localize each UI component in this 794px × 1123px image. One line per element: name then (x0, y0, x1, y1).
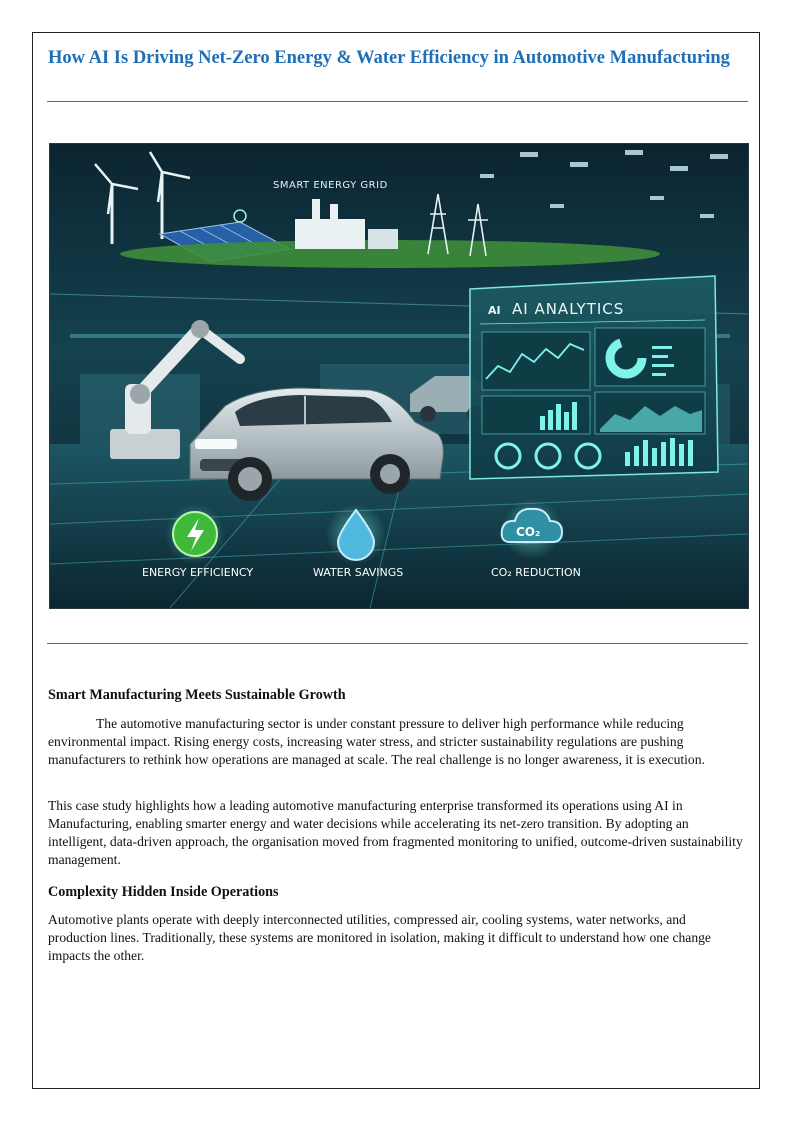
body-paragraph: This case study highlights how a leading automotive manufacturing enterprise transformed its operations using AI in Manufacturing, enabling smarter energy and water decisions while accelerating its net-zero transition. By adopting an intelligent, data-driven approach, the organisation moved from fragmented monitoring to unified, outcome-driven sustainability management. (48, 798, 743, 867)
grid-label: SMART ENERGY GRID (273, 180, 388, 191)
hero-illustration (49, 143, 749, 609)
body-paragraph: Automotive plants operate with deeply interconnected utilities, compressed air, cooling systems, water networks, and production lines. Traditionally, these systems are monitored in isolation, making it difficult to understand how one change impacts the other. (48, 912, 711, 963)
dashboard-logo: AI (488, 304, 501, 317)
section-heading: Complexity Hidden Inside Operations (48, 884, 279, 900)
energy-efficiency-label: ENERGY EFFICIENCY (142, 566, 254, 579)
dashboard-title: AI ANALYTICS (512, 300, 625, 318)
body-paragraph: The automotive manufacturing sector is under constant pressure to deliver high performance while reducing environmental impact. Rising energy costs, increasing water stress, and stricter sustainability regulations are pushing manufacturers to rethink how operations are managed at scale. The real challenge is no longer awareness, it is execution. (48, 716, 705, 767)
co2-icon-text: CO₂ (516, 525, 541, 539)
document-title: How AI Is Driving Net-Zero Energy & Water Efficiency in Automotive Manufacturing (48, 48, 730, 68)
co2-reduction-label: CO₂ REDUCTION (491, 566, 581, 579)
water-savings-label: WATER SAVINGS (313, 566, 404, 579)
title-divider (47, 101, 748, 102)
section-heading: Smart Manufacturing Meets Sustainable Growth (48, 687, 346, 703)
image-divider (47, 643, 748, 644)
ai-analytics-dashboard (470, 276, 718, 479)
